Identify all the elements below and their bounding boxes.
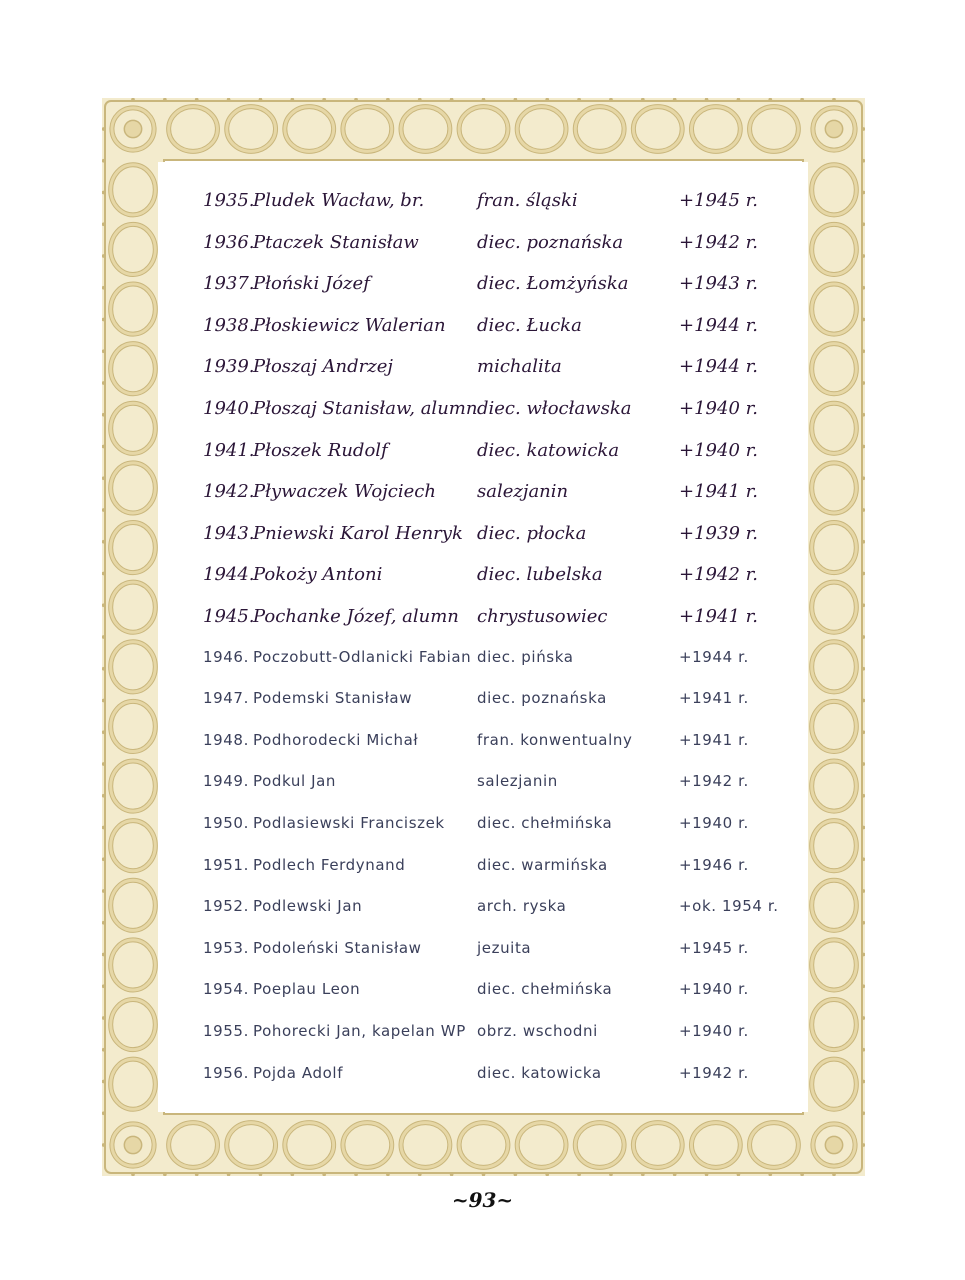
- list-item: [195, 606, 795, 640]
- entry-diocese: jezuita: [477, 938, 532, 957]
- entry-number: 1941.: [203, 439, 255, 461]
- entry-death-year: +1944 r.: [679, 356, 758, 378]
- entry-diocese: diec. katowicka: [477, 1063, 602, 1082]
- entry-diocese: obrz. wschodni: [477, 1022, 598, 1040]
- entry-death-year: +1940 r.: [679, 980, 749, 999]
- entry-death-year: +1942 r.: [679, 564, 758, 586]
- list-item: [195, 856, 795, 890]
- entry-name: Podlech Ferdynand: [253, 855, 406, 874]
- entry-name: Podlasiewski Franciszek: [253, 814, 445, 832]
- entry-number: 1951.: [203, 855, 249, 874]
- list-item: [195, 731, 795, 765]
- entry-name: Płoszaj Andrzej: [253, 356, 393, 378]
- entry-number: 1946.: [203, 647, 249, 666]
- entry-name: Pływaczek Wojciech: [253, 481, 436, 503]
- list-item: [195, 1064, 795, 1098]
- entry-name: Płoszaj Stanisław, alumn: [253, 398, 478, 419]
- list-item: [195, 190, 795, 224]
- entry-death-year: +1939 r.: [679, 522, 758, 544]
- entry-name: Płoskiewicz Walerian: [253, 314, 446, 336]
- entry-name: Poeplau Leon: [253, 980, 361, 999]
- entry-diocese: diec. Łucka: [477, 314, 582, 336]
- entry-number: 1956.: [203, 1063, 249, 1082]
- entry-death-year: +1945 r.: [679, 190, 758, 211]
- entry-name: Płoszek Rudolf: [253, 439, 388, 461]
- entry-number: 1944.: [203, 564, 255, 586]
- entry-number: 1940.: [203, 398, 255, 419]
- list-item: [195, 648, 795, 682]
- page-number: ~93~: [451, 1188, 514, 1212]
- entry-death-year: +1940 r.: [679, 1022, 749, 1040]
- entry-name: Pohorecki Jan, kapelan WP: [253, 1022, 466, 1040]
- list-item: [195, 980, 795, 1014]
- entry-diocese: diec. lubelska: [477, 564, 603, 586]
- entry-diocese: chrystusowiec: [477, 606, 608, 627]
- entry-diocese: diec. chełmińska: [477, 980, 613, 999]
- entry-death-year: +1941 r.: [679, 730, 749, 749]
- entry-name: Pludek Wacław, br.: [253, 190, 425, 211]
- entry-number: 1943.: [203, 522, 255, 544]
- entry-number: 1947.: [203, 689, 249, 708]
- entry-diocese: diec. Łomżyńska: [477, 273, 629, 295]
- entry-death-year: +1941 r.: [679, 481, 758, 503]
- list-item: [195, 315, 795, 349]
- entry-death-year: +1941 r.: [679, 689, 749, 708]
- entry-name: Podlewski Jan: [253, 897, 363, 916]
- list-item: [195, 356, 795, 390]
- entry-death-year: +1943 r.: [679, 273, 758, 295]
- entry-death-year: +1940 r.: [679, 439, 758, 461]
- entry-name: Poczobutt-Odlanicki Fabian: [253, 647, 472, 666]
- entry-death-year: +1941 r.: [679, 606, 758, 627]
- entry-death-year: +1942 r.: [679, 772, 749, 791]
- entry-death-year: +ok. 1954 r.: [679, 897, 779, 916]
- entry-number: 1938.: [203, 314, 255, 336]
- entry-death-year: +1945 r.: [679, 938, 749, 957]
- list-item: [195, 523, 795, 557]
- entry-diocese: salezjanin: [477, 481, 569, 503]
- entry-diocese: diec. warmińska: [477, 855, 608, 874]
- entry-number: 1954.: [203, 980, 249, 999]
- entry-number: 1942.: [203, 481, 255, 503]
- entry-name: Podoleński Stanisław: [253, 938, 422, 957]
- entry-name: Podemski Stanisław: [253, 689, 413, 708]
- entry-diocese: fran. śląski: [477, 190, 578, 211]
- list-item: [195, 772, 795, 806]
- entry-number: 1935.: [203, 190, 255, 211]
- entry-name: Podhorodecki Michał: [253, 730, 419, 749]
- entry-name: Pniewski Karol Henryk: [253, 522, 463, 544]
- entry-death-year: +1944 r.: [679, 314, 758, 336]
- list-item: [195, 939, 795, 973]
- entry-diocese: salezjanin: [477, 772, 558, 791]
- list-item: [195, 440, 795, 474]
- entry-diocese: diec. katowicka: [477, 439, 620, 461]
- entry-number: 1952.: [203, 897, 249, 916]
- entry-diocese: fran. konwentualny: [477, 730, 633, 749]
- entry-diocese: diec. płocka: [477, 522, 587, 544]
- entry-death-year: +1940 r.: [679, 814, 749, 832]
- entry-number: 1950.: [203, 814, 249, 832]
- entry-number: 1936.: [203, 231, 255, 253]
- list-item: [195, 273, 795, 307]
- entry-number: 1955.: [203, 1022, 249, 1040]
- list-item: [195, 232, 795, 266]
- entry-diocese: diec. poznańska: [477, 689, 607, 708]
- entry-name: Pokoży Antoni: [253, 564, 383, 586]
- entry-death-year: +1942 r.: [679, 231, 758, 253]
- entry-name: Podkul Jan: [253, 772, 336, 791]
- list-item: [195, 398, 795, 432]
- entry-diocese: diec. pińska: [477, 647, 574, 666]
- entry-diocese: diec. chełmińska: [477, 814, 613, 832]
- entry-death-year: +1942 r.: [679, 1063, 749, 1082]
- entry-death-year: +1940 r.: [679, 398, 758, 419]
- list-item: [195, 564, 795, 598]
- entry-number: 1939.: [203, 356, 255, 378]
- list-item: [195, 897, 795, 931]
- entry-number: 1945.: [203, 606, 255, 627]
- entry-diocese: arch. ryska: [477, 897, 567, 916]
- entry-number: 1949.: [203, 772, 249, 791]
- entry-number: 1948.: [203, 730, 249, 749]
- entry-diocese: diec. poznańska: [477, 231, 624, 253]
- entry-name: Płoński Józef: [253, 273, 370, 295]
- entry-number: 1937.: [203, 273, 255, 295]
- list-item: [195, 481, 795, 515]
- entry-name: Pojda Adolf: [253, 1063, 344, 1082]
- entry-number: 1953.: [203, 938, 249, 957]
- entry-death-year: +1944 r.: [679, 647, 749, 666]
- entry-death-year: +1946 r.: [679, 855, 749, 874]
- entry-diocese: michalita: [477, 356, 562, 378]
- list-item: [195, 689, 795, 723]
- list-item: [195, 1022, 795, 1056]
- entry-name: Ptaczek Stanisław: [253, 231, 419, 253]
- entry-name: Pochanke Józef, alumn: [253, 606, 459, 627]
- entry-diocese: diec. włocławska: [477, 398, 632, 419]
- list-item: [195, 814, 795, 848]
